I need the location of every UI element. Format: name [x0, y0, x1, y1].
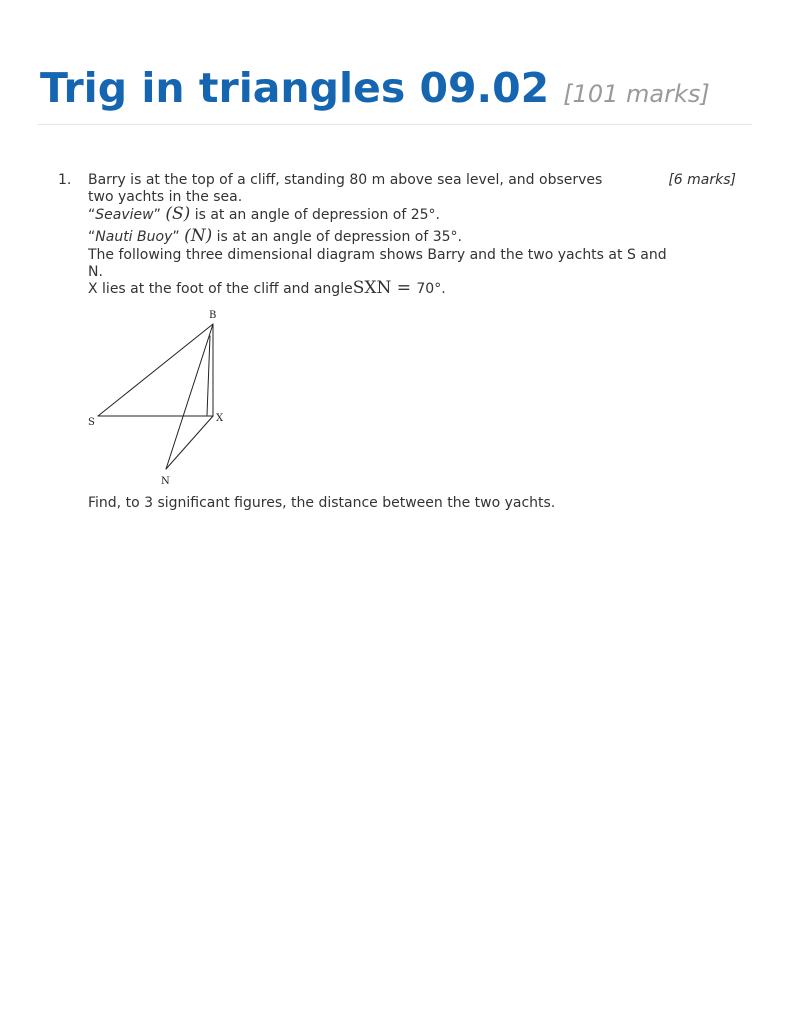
question-number: 1.	[58, 172, 72, 188]
header-divider	[38, 124, 752, 125]
seaview-line	[88, 206, 738, 224]
label-x: X	[216, 413, 224, 424]
seaview-close-quote: ”	[153, 207, 161, 223]
question-line-5: The following three dimensional diagram shows Barry and the two yachts at S and	[88, 247, 667, 263]
edge-b-n	[166, 324, 213, 469]
seaview-symbol: (S)	[165, 204, 191, 224]
question-line-6: N.	[88, 263, 103, 280]
label-n: N	[161, 476, 170, 487]
find-instruction: Find, to 3 significant figures, the distance between the two yachts.	[88, 495, 556, 511]
nauti-close-quote: ”	[172, 228, 180, 245]
seaview-open-quote: “	[88, 207, 96, 223]
nauti-name: Nauti Buoy	[95, 228, 173, 245]
nauti-text: is at an angle of depression of 35°.	[216, 228, 462, 245]
line-7-text: X lies at the foot of the cliff and angle	[88, 281, 353, 297]
label-b: B	[209, 310, 217, 321]
label-s: S	[88, 417, 95, 428]
nauti-symbol: (N)	[184, 225, 213, 246]
seaview-text: is at an angle of depression of 25°.	[194, 207, 441, 223]
nauti-open-quote: “	[88, 228, 96, 245]
cliff-diagram	[84, 306, 244, 492]
question-line-7	[88, 280, 738, 298]
seaview-name: Seaview	[95, 207, 154, 223]
cliff-face	[207, 336, 210, 415]
nauti-line	[88, 225, 738, 246]
page-title: Trig in triangles 09.02	[40, 64, 550, 112]
question-body	[88, 172, 738, 298]
edge-x-n	[166, 416, 213, 469]
page-header	[40, 64, 752, 112]
question-line-1: Barry is at the top of a cliff, standing 80 m above sea level, and observes	[88, 172, 603, 188]
question-marks: [6 marks]	[668, 172, 736, 188]
edge-b-s	[98, 324, 213, 416]
angle-value: 70°.	[416, 281, 446, 297]
angle-sxn: SXN =	[352, 278, 417, 298]
total-marks: [101 marks]	[563, 80, 710, 108]
question-line-2: two yachts in the sea.	[88, 188, 243, 205]
